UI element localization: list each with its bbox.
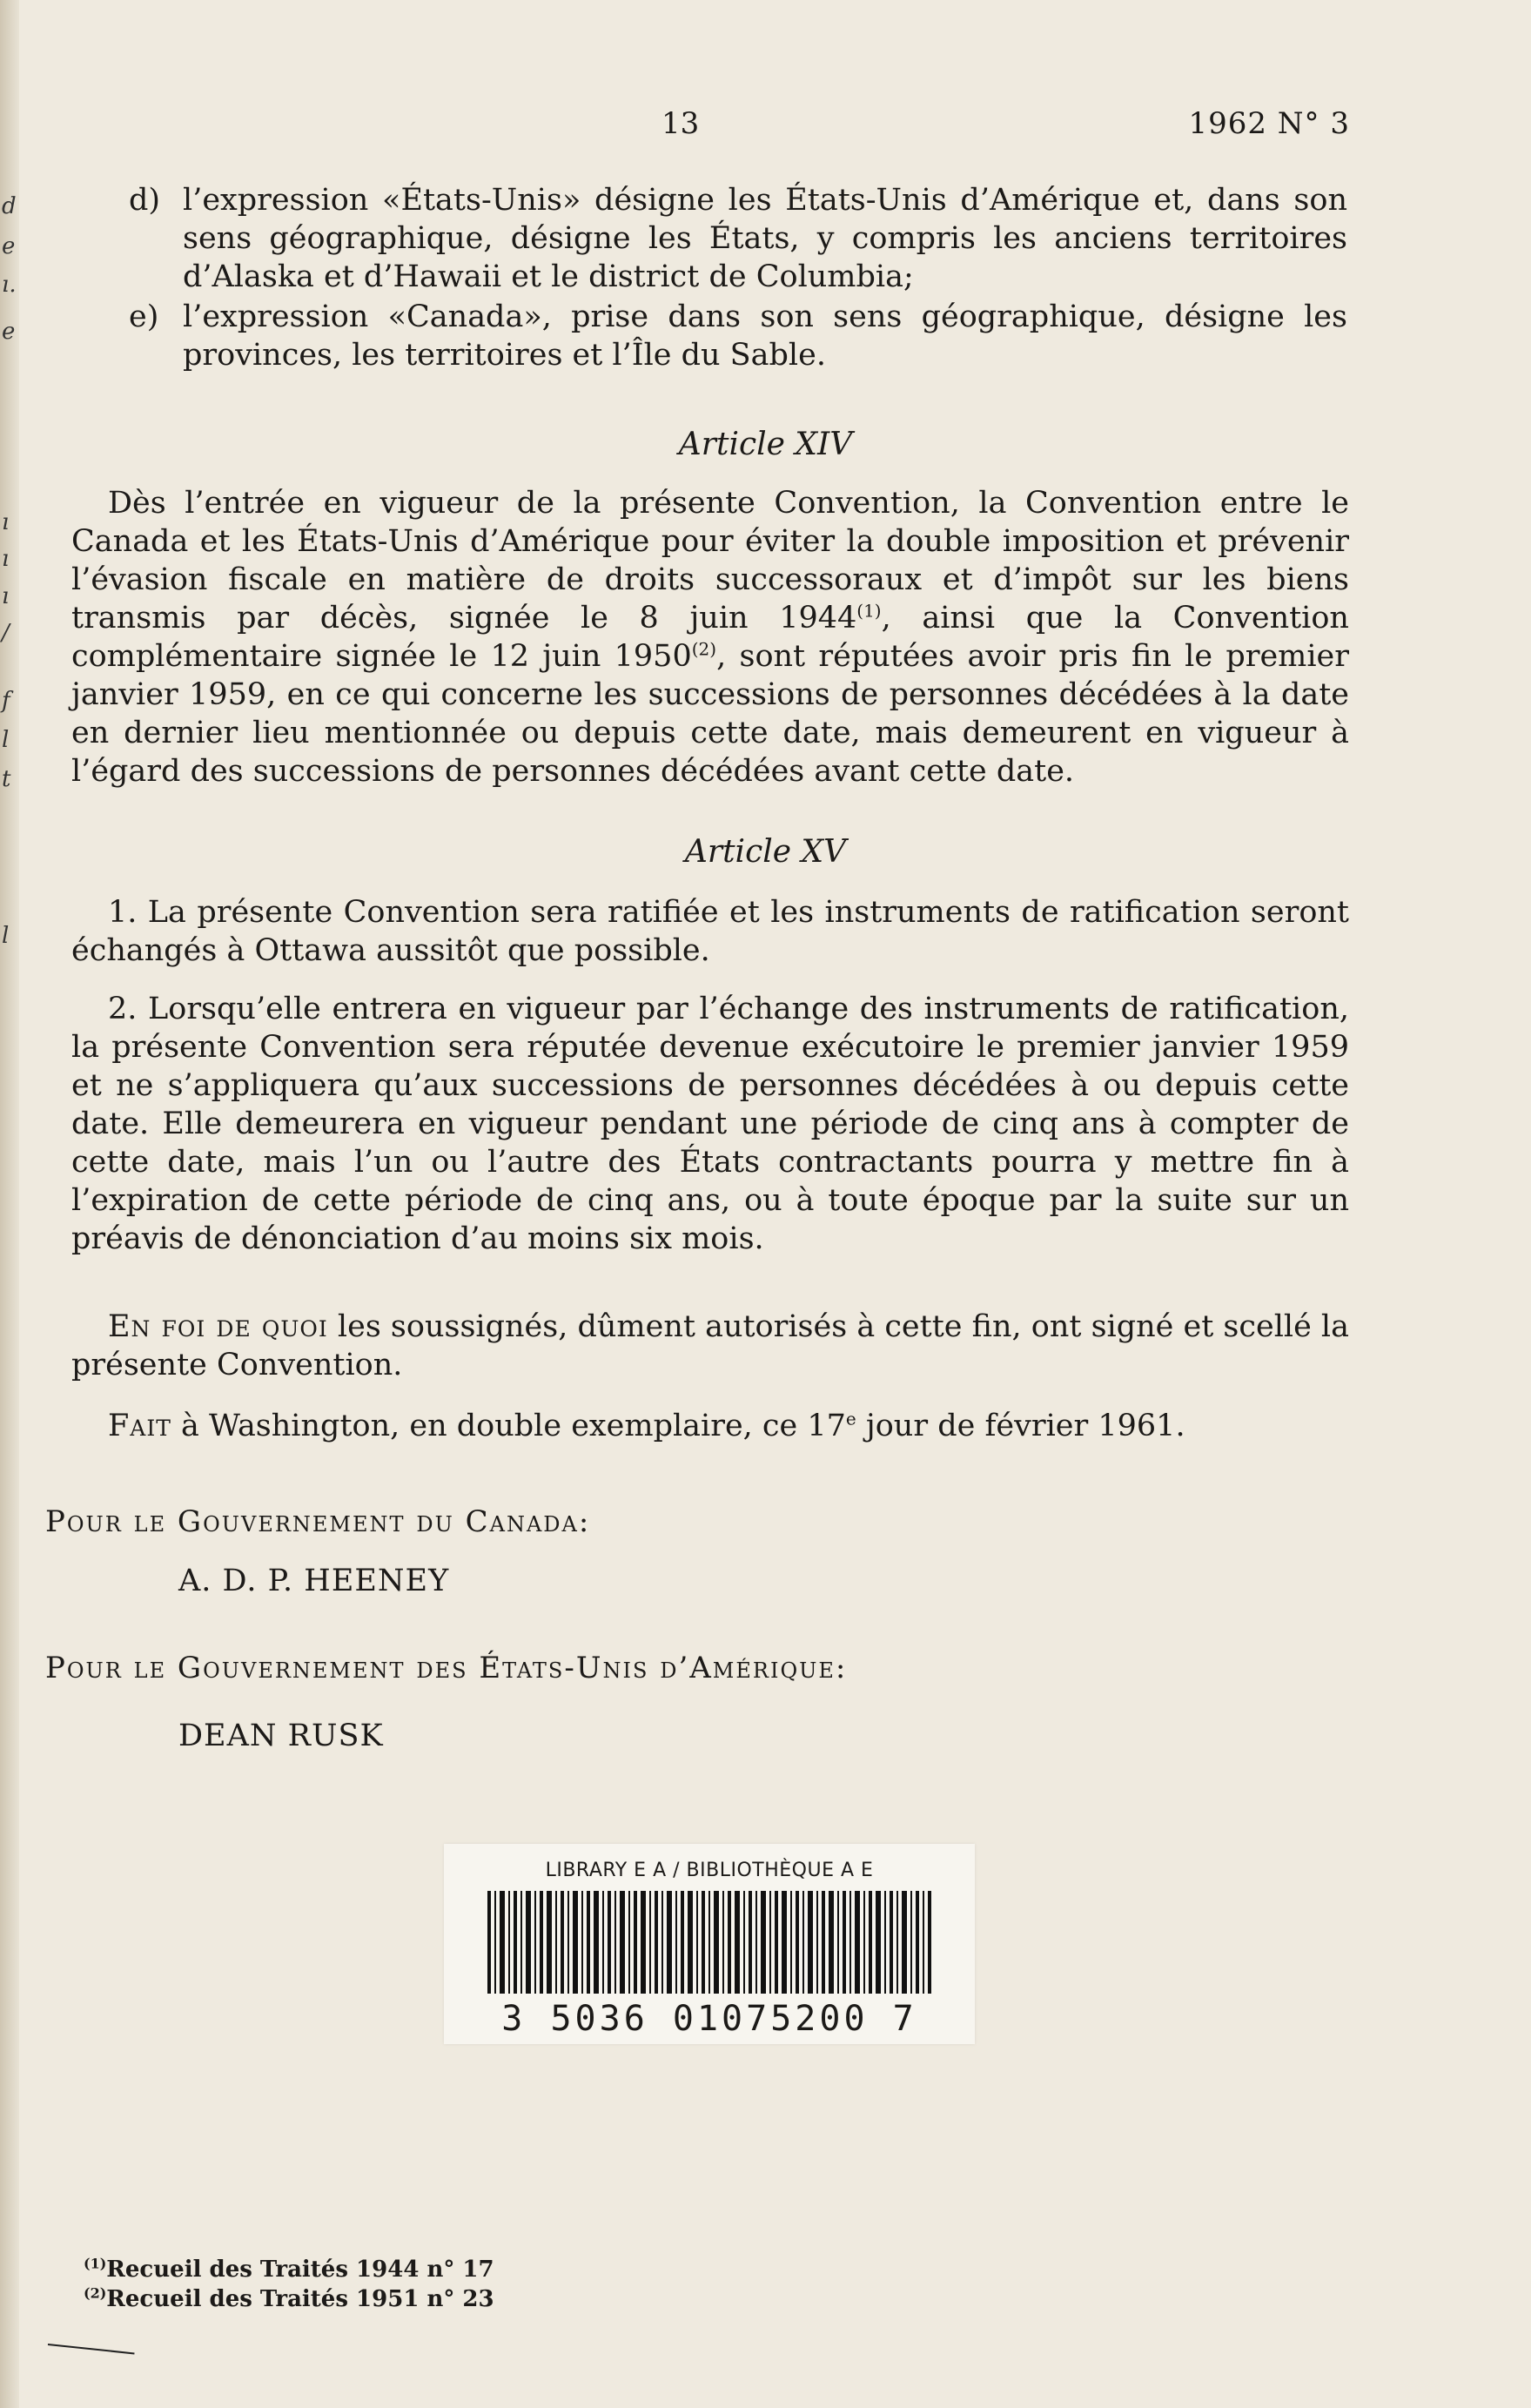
margin-letter: ı (2, 509, 10, 535)
signatory-label: Pour le Gouvernement des États-Unis d’Amérique: (45, 1651, 848, 1685)
signatory-name: A. D. P. HEENEY (178, 1564, 450, 1598)
page-number: 13 (661, 106, 700, 141)
footnote-mark: (1) (84, 2255, 107, 2272)
footnote-mark: (2) (84, 2284, 107, 2302)
barcode-icon (487, 1891, 931, 1994)
footnote-item (84, 2255, 494, 2284)
footnote-divider (48, 2344, 135, 2354)
margin-letter: ı (2, 583, 10, 609)
footnote-text: Recueil des Traités 1951 n° 23 (106, 2286, 494, 2312)
margin-letter: f (2, 688, 10, 714)
margin-fragments (2, 0, 17, 1132)
item-label: d) (129, 183, 161, 218)
footnote-ref: (2) (691, 638, 717, 660)
barcode-number: 3 5036 01075200 7 (501, 1999, 917, 2039)
done-lead: Fait (108, 1409, 171, 1443)
signatory-label: Pour le Gouvernement du Canada: (45, 1504, 591, 1539)
margin-letter: l (2, 727, 10, 753)
article-14-paragraph (71, 484, 1349, 790)
margin-letter: e (2, 319, 16, 345)
item-label: e) (129, 299, 159, 334)
footnote-ref: (1) (856, 600, 882, 622)
margin-letter: ı. (2, 272, 17, 298)
library-barcode-label (444, 1844, 975, 2044)
definition-item (129, 298, 1347, 374)
signatory-name: DEAN RUSK (178, 1719, 384, 1753)
footnote-item (84, 2284, 494, 2314)
witness-text: les soussignés, dûment autorisés à cette fin, ont signé et scellé la présente Convention. (71, 1309, 1349, 1382)
article-15-paragraph-1: 1. La présente Convention sera ratifiée et les instruments de ratification seront échangés à Ottawa aussitôt que possible. (71, 895, 1349, 968)
footnote-text: Recueil des Traités 1944 n° 17 (106, 2257, 494, 2283)
library-name: LIBRARY E A / BIBLIOTHÈQUE A E (545, 1860, 874, 1881)
item-text: l’expression «États-Unis» désigne les États-Unis d’Amérique et, dans son sens géographique, désigne les États, y compris les anciens territoires d’Alaska et d’Hawaii et le district de Columbia; (183, 183, 1347, 294)
text-segment: Dès l’entrée en vigueur de la présente Convention, la Convention entre le Canada et les États-Unis d’Amérique pour éviter la double imposition et prévenir l’évasion fiscale en matière de droits successoraux et d’impôt sur les biens transmis par décès, signée le 8 juin 1944 (71, 486, 1349, 636)
witness-lead: En foi de quoi (108, 1309, 328, 1344)
margin-letter: d (2, 193, 17, 219)
margin-letter: ı (2, 546, 10, 572)
witness-clause (71, 1308, 1349, 1384)
running-header (0, 106, 1531, 145)
volume-number: 1962 N° 3 (1188, 106, 1350, 141)
done-text: jour de février 1961. (856, 1409, 1185, 1443)
done-text: à Washington, en double exemplaire, ce 17 (171, 1409, 846, 1443)
article-15-paragraph-2: 2. Lorsqu’elle entrera en vigueur par l’échange des instruments de ratification, la présente Convention sera réputée devenue exécutoire le premier janvier 1959 et ne s’appliquera qu’aux successions de personnes décédées à ou depuis cette date. Elle demeurera en vigueur pendant une période de cinq ans à compter de cette date, mais l’un ou l’autre des États contractants pourra y mettre fin à l’expiration de cette période de cinq ans, ou à toute époque par la suite sur un préavis de dénonciation d’au moins six mois. (71, 992, 1349, 1256)
text-segment: , sont réputées avoir pris fin le premier janvier 1959, en ce qui concerne les successions de personnes décédées à la date en dernier lieu mentionnée ou depuis cette date, mais demeurent en vigueur à l’égard des successions de personnes décédées avant cette date. (71, 639, 1349, 789)
margin-letter: t (2, 766, 11, 792)
done-clause (71, 1407, 1349, 1445)
footnotes (84, 2255, 494, 2314)
margin-letter: / (2, 620, 10, 646)
text-segment: , ainsi que la Convention complémentaire signée le 12 juin 1950 (71, 601, 1349, 674)
ordinal-suffix: e (845, 1408, 856, 1429)
definition-item (129, 181, 1347, 296)
article-heading: Article XIV (678, 427, 853, 462)
item-text: l’expression «Canada», prise dans son sens géographique, désigne les provinces, les territoires et l’Île du Sable. (183, 299, 1347, 373)
margin-letter: l (2, 923, 10, 949)
margin-letter: e (2, 233, 16, 259)
article-heading: Article XV (684, 834, 847, 870)
